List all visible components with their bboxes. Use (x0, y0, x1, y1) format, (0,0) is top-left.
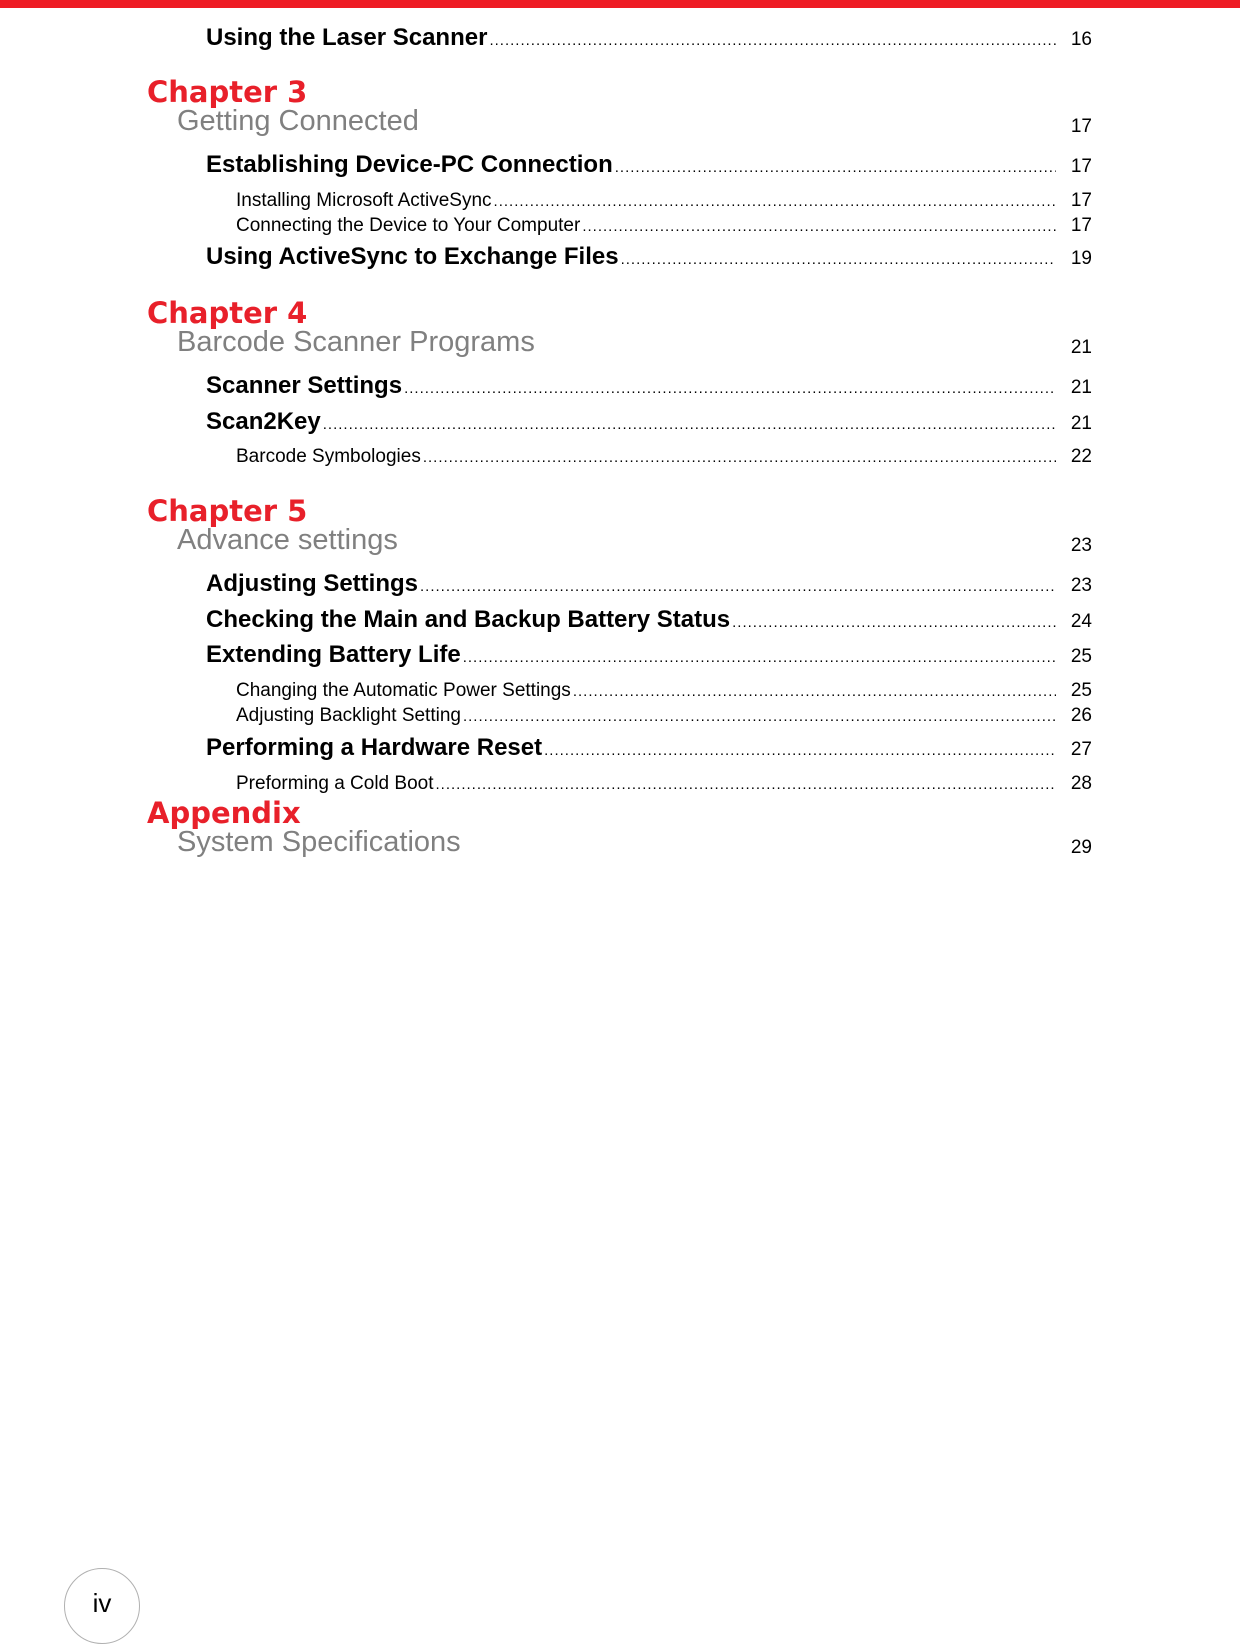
dot-leader (544, 742, 1056, 759)
toc-page-number: 17 (1070, 215, 1092, 236)
dot-leader (420, 578, 1056, 595)
top-accent-bar (0, 0, 1240, 8)
toc-page-number: 16 (1070, 29, 1092, 50)
toc-entry-label: Changing the Automatic Power Settings (236, 680, 571, 701)
toc-entry-label: Establishing Device-PC Connection (206, 151, 613, 178)
toc-entry-battery-status[interactable] (206, 606, 1092, 634)
toc-page-number: 28 (1070, 773, 1092, 794)
toc-entry-using-activesync[interactable] (206, 243, 1092, 271)
toc-entry-label: Barcode Symbologies (236, 446, 421, 467)
toc-page-number: 22 (1070, 446, 1092, 467)
toc-entry-label: Scanner Settings (206, 372, 403, 399)
dot-leader (423, 449, 1056, 466)
dot-leader (323, 416, 1056, 433)
toc-page-number: 17 (1070, 190, 1092, 211)
toc-entry-barcode-symbologies[interactable] (236, 446, 1092, 468)
dot-leader (463, 708, 1056, 725)
dot-leader (615, 159, 1056, 176)
toc-entry-label: Using the Laser Scanner (206, 24, 488, 51)
dot-leader (436, 776, 1057, 793)
toc-page-number: 19 (1070, 248, 1092, 269)
dot-leader (489, 32, 1056, 49)
toc-page-number: 17 (1070, 156, 1092, 177)
toc-entry-label: Connecting the Device to Your Computer (236, 215, 581, 236)
dot-leader (573, 683, 1056, 700)
toc-page-number: 23 (1070, 575, 1092, 596)
toc-entry-installing-activesync[interactable] (236, 190, 1092, 212)
toc-entry-laser-scanner[interactable] (206, 24, 1092, 52)
dot-leader (732, 614, 1056, 631)
toc-entry-connecting-device[interactable] (236, 215, 1092, 237)
dot-leader (582, 218, 1056, 235)
chapter-3-label: Chapter 3 (147, 75, 308, 109)
toc-entry-automatic-power[interactable] (236, 680, 1092, 702)
toc-entry-establishing-connection[interactable] (206, 151, 1092, 179)
chapter-title: Barcode Scanner Programs (177, 326, 535, 358)
toc-entry-scanner-settings[interactable] (206, 372, 1092, 400)
toc-entry-label: Checking the Main and Backup Battery Status (206, 606, 731, 633)
appendix-label: Appendix (147, 796, 301, 830)
appendix-heading[interactable] (177, 828, 1092, 857)
chapter-5-heading[interactable] (177, 526, 1092, 555)
toc-entry-label: Scan2Key (206, 408, 321, 435)
chapter-page-number: 21 (1070, 337, 1092, 358)
toc-entry-label: Preforming a Cold Boot (236, 773, 434, 794)
toc-entry-label: Adjusting Backlight Setting (236, 705, 461, 726)
toc-entry-label: Installing Microsoft ActiveSync (236, 190, 492, 211)
chapter-title: Getting Connected (177, 105, 419, 137)
toc-entry-label: Using ActiveSync to Exchange Files (206, 243, 619, 270)
toc-page-number: 25 (1070, 646, 1092, 667)
toc-page-number: 26 (1070, 705, 1092, 726)
toc-page-number: 27 (1070, 739, 1092, 760)
chapter-3-heading[interactable] (177, 107, 1092, 136)
chapter-page-number: 23 (1070, 535, 1092, 556)
toc-entry-backlight[interactable] (236, 705, 1092, 727)
dot-leader (463, 649, 1056, 666)
page-number: iv (92, 1588, 112, 1618)
toc-entry-adjusting-settings[interactable] (206, 570, 1092, 598)
toc-entry-label: Performing a Hardware Reset (206, 734, 543, 761)
chapter-title: Advance settings (177, 524, 398, 556)
chapter-page-number: 17 (1070, 116, 1092, 137)
toc-entry-label: Extending Battery Life (206, 641, 461, 668)
chapter-page-number: 29 (1070, 837, 1092, 858)
toc-page-number: 25 (1070, 680, 1092, 701)
toc-entry-label: Adjusting Settings (206, 570, 418, 597)
toc-page-number: 24 (1070, 611, 1092, 632)
dot-leader (621, 251, 1056, 268)
chapter-4-label: Chapter 4 (147, 296, 308, 330)
toc-page-number: 21 (1070, 377, 1092, 398)
toc-entry-battery-life[interactable] (206, 641, 1092, 669)
chapter-5-label: Chapter 5 (147, 494, 308, 528)
chapter-4-heading[interactable] (177, 328, 1092, 357)
toc-entry-scan2key[interactable] (206, 408, 1092, 436)
toc-entry-cold-boot[interactable] (236, 773, 1092, 795)
toc-page-number: 21 (1070, 413, 1092, 434)
dot-leader (494, 193, 1056, 210)
dot-leader (404, 380, 1056, 397)
toc-entry-hardware-reset[interactable] (206, 734, 1092, 762)
chapter-title: System Specifications (177, 826, 461, 858)
